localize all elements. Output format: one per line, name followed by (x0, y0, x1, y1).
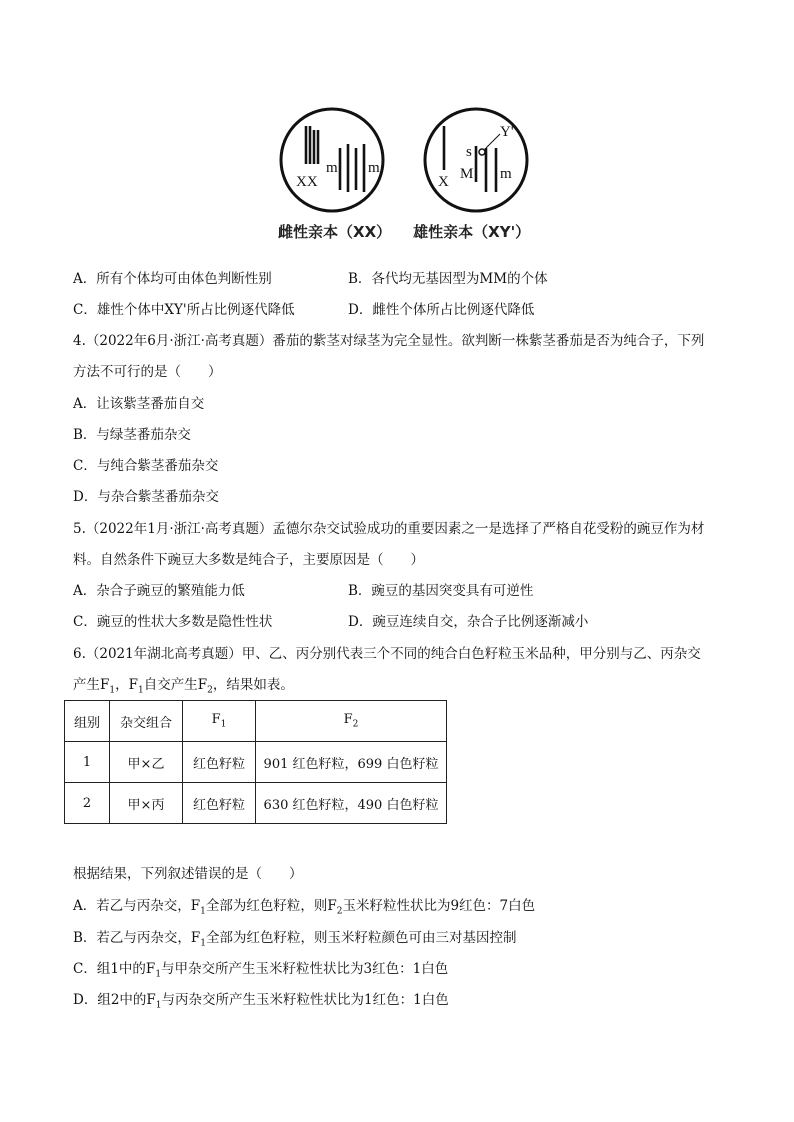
q6-option-b[interactable]: B．若乙与丙杂交，$F_1$全部为红色籽粒，则玉米籽粒颜色可由三对基因控制 (73, 930, 517, 949)
q3-option-c[interactable]: C．雄性个体中XY'所占比例逐代降低 (73, 302, 295, 318)
figure-caption (278, 221, 552, 242)
q5-option-b[interactable]: B．豌豆的基因突变具有可逆性 (348, 583, 534, 599)
cell-f2: 630 红色籽粒，490 白色籽粒 (256, 783, 447, 824)
q4-option-d[interactable]: D．与杂合紫茎番茄杂交 (73, 489, 219, 505)
male-x-label: X (438, 174, 449, 190)
q6-question: 根据结果，下列叙述错误的是（ ） (73, 866, 303, 882)
female-parent-label: 雌性亲本（XX） (278, 223, 392, 241)
header-f1: $F_1$ (183, 701, 256, 742)
header-group: 组别 (65, 701, 110, 742)
results-table (64, 700, 447, 824)
cell-f1: 红色籽粒 (183, 783, 256, 824)
header-f2: $F_2$ (256, 701, 447, 742)
male-y-label: Y' (500, 124, 514, 140)
table-row (65, 783, 447, 824)
q5-option-a[interactable]: A．杂合子豌豆的繁殖能力低 (73, 583, 245, 599)
header-cross: 杂交组合 (110, 701, 183, 742)
female-m2-label: m (368, 160, 380, 176)
q4-stem-line2: 方法不可行的是（ ） (73, 364, 222, 380)
female-xx-label: XX (296, 174, 318, 190)
table-header-row (65, 701, 447, 742)
table-row (65, 742, 447, 783)
cell-f2: 901 红色籽粒，699 白色籽粒 (256, 742, 447, 783)
q6-stem-line2: 产生$F_1$，$F_1$自交产生$F_2$，结果如表。 (73, 677, 294, 696)
male-m-label: m (500, 166, 512, 182)
q3-option-d[interactable]: D．雌性个体所占比例逐代降低 (348, 302, 535, 318)
q4-stem-line1: 4.（2022年6月·浙江·高考真题）番茄的紫茎对绿茎为完全显性。欲判断一株紫茎番茄是否为纯合子，下列 (73, 333, 705, 349)
q5-option-c[interactable]: C．豌豆的性状大多数是隐性性状 (73, 614, 273, 630)
q5-stem-line1: 5.（2022年1月·浙江·高考真题）孟德尔杂交试验成功的重要因素之一是选择了严格自花受粉的豌豆作为材 (73, 521, 705, 537)
q5-stem-line2: 料。自然条件下豌豆大多数是纯合子，主要原因是（ ） (73, 552, 424, 568)
q6-option-d[interactable]: D．组2中的$F_1$与丙杂交所产生玉米籽粒性状比为1红色：1白色 (73, 992, 449, 1011)
q4-option-b[interactable]: B．与绿茎番茄杂交 (73, 427, 191, 443)
q6-option-a[interactable]: A．若乙与丙杂交，$F_1$全部为红色籽粒，则$F_2$玉米籽粒性状比为9红色：7白色 (73, 898, 536, 917)
q3-option-a[interactable]: A．所有个体均可由体色判断性别 (73, 271, 272, 287)
q5-option-d[interactable]: D．豌豆连续自交，杂合子比例逐渐减小 (348, 614, 589, 630)
cell-cross: 甲×乙 (110, 742, 183, 783)
cell-cross: 甲×丙 (110, 783, 183, 824)
male-s-label: s (466, 144, 472, 160)
cell-f1: 红色籽粒 (183, 742, 256, 783)
q6-option-c[interactable]: C．组1中的$F_1$与甲杂交所产生玉米籽粒性状比为3红色：1白色 (73, 961, 449, 980)
q6-stem-line1: 6.（2021年湖北高考真题）甲、乙、丙分别代表三个不同的纯合白色籽粒玉米品种，甲分别与乙、丙杂交 (73, 646, 701, 662)
q4-option-a[interactable]: A．让该紫茎番茄自交 (73, 396, 205, 412)
male-parent-label: 雄性亲本（XY'） (413, 223, 531, 241)
cell-group: 2 (65, 783, 110, 824)
cell-group: 1 (65, 742, 110, 783)
female-m1-label: m (326, 160, 338, 176)
male-M-label: M (460, 166, 474, 182)
q3-option-b[interactable]: B．各代均无基因型为MM的个体 (348, 271, 548, 287)
q4-option-c[interactable]: C．与纯合紫茎番茄杂交 (73, 458, 219, 474)
